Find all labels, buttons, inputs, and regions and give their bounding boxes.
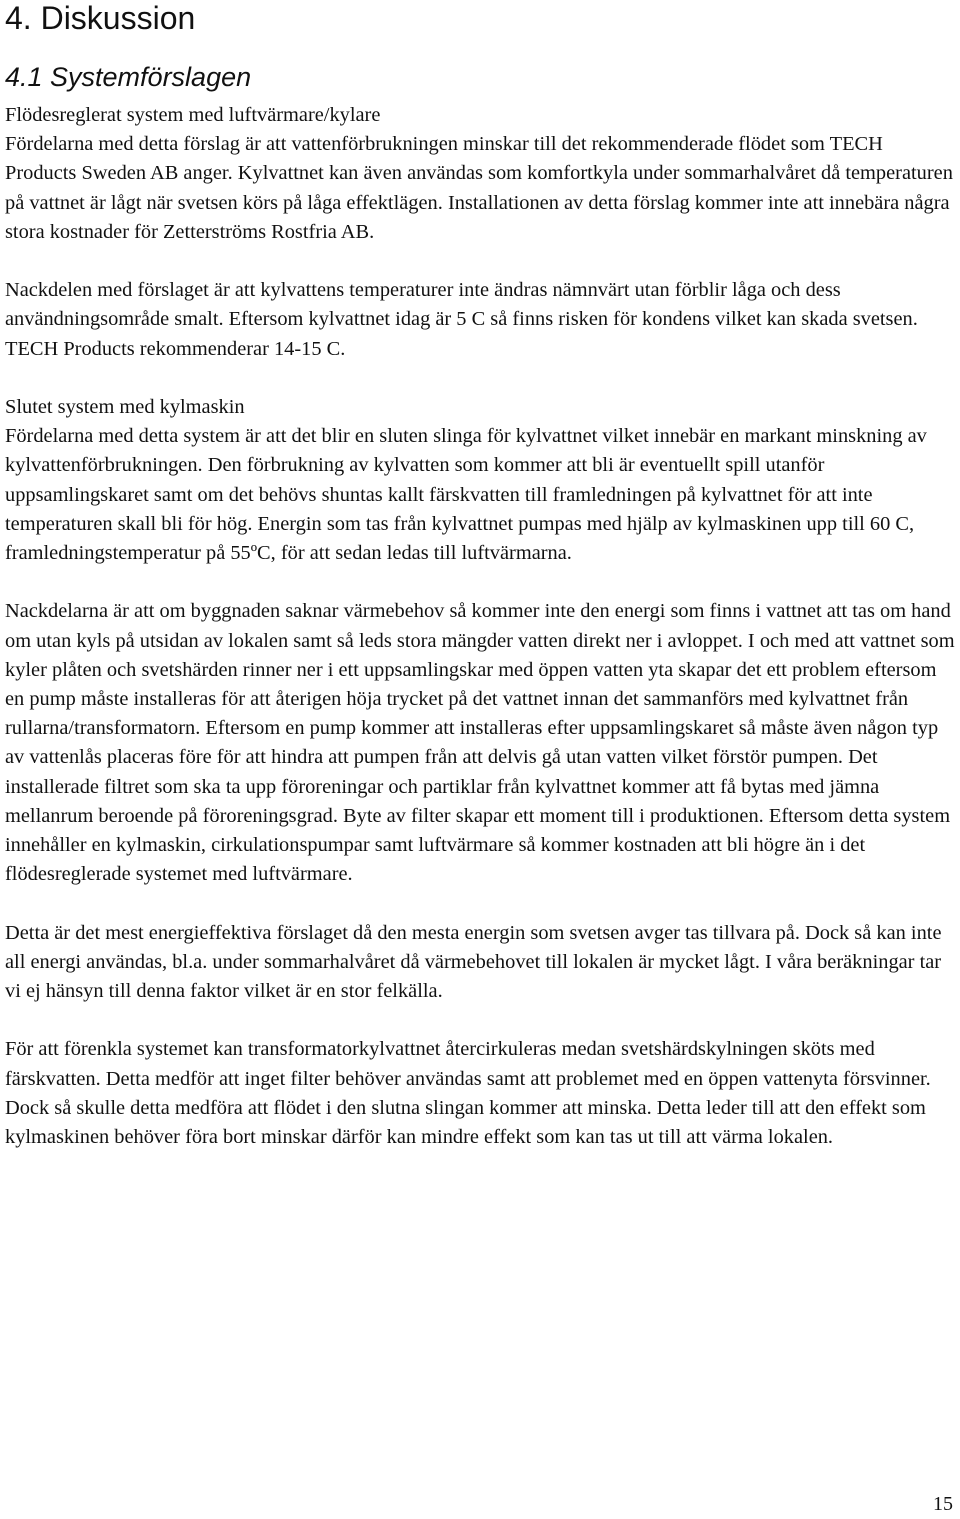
- paragraph: [5, 101, 957, 247]
- subsection-heading: 4.1 Systemförslagen: [5, 62, 252, 92]
- paragraph: [5, 919, 957, 1007]
- paragraph-lead: Slutet system med kylmaskin: [5, 396, 245, 418]
- paragraph-text: Fördelarna med detta förslag är att vattenförbrukningen minskar till det rekommenderade flödet som TECH Products Sweden AB anger. Kylvattnet kan även användas som komfortkyla under sommarhalvåret då temperaturen på vattnet är lågt när svetsen körs på låga effektlägen. Installationen av detta förslag kommer inte att innebära några stora kostnader för Zetterströms Rostfria AB.: [5, 133, 953, 243]
- paragraph-text: Nackdelen med förslaget är att kylvattens temperaturer inte ändras nämnvärt utan förblir låga och dess användningsområde smalt. Eftersom kylvattnet idag är 5 C så finns risken för kondens vilket kan skada svetsen. TECH Products rekommenderar 14-15 C.: [5, 279, 918, 360]
- paragraph-text: För att förenkla systemet kan transformatorkylvattnet återcirkuleras medan svetshärdskylningen sköts med färskvatten. Detta medför att inget filter behöver användas samt att problemet med en öppen vattenyta försvinner. Dock så skulle detta medföra att flödet i den slutna slingan kommer att minska. Detta leder till att den effekt som kylmaskinen behöver föra bort minskar därför kan mindre effekt som kan tas ut till att värma lokalen.: [5, 1038, 931, 1149]
- paragraph: [5, 597, 957, 889]
- paragraph-text: Fördelarna med detta system är att det blir en sluten slinga för kylvattnet vilket innebär en markant minskning av kylvattenförbrukningen. Den förbrukning av kylvatten som kommer att bli är eventuellt spill utanför uppsamlingskaret samt om det behövs shuntas kallt färskvatten till framledningen på kylvattnet för att inte temperaturen skall bli för hög. Energin som tas från kylvattnet pumpas med hjälp av kylmaskinen upp till 60 C, framledningstemperatur på 55ºC, för att sedan ledas till luftvärmarna.: [5, 425, 927, 565]
- page-number: 15: [933, 1493, 953, 1515]
- paragraph: [5, 393, 957, 568]
- paragraph-lead: Flödesreglerat system med luftvärmare/kylare: [5, 104, 381, 126]
- paragraph: [5, 1035, 957, 1152]
- paragraph: [5, 276, 957, 364]
- section-heading: 4. Diskussion: [5, 0, 196, 36]
- paragraph-text: Nackdelarna är att om byggnaden saknar värmebehov så kommer inte den energi som finns i vattnet att tas om hand om utan kyls på utsidan av lokalen samt så leds stora mängder vatten direkt ner i avloppet. I och med att vattnet som kyler plåten och svetshärden rinner ner i ett uppsamlingskar med öppen vatten yta skapar det ett problem eftersom en pump måste installeras för att återigen höja trycket på det vattnet innan det sammanförs med kylvattnet från rullarna/transformatorn. Eftersom en pump kommer att installeras efter uppsamlingskaret så måste även någon typ av vattenlås placeras före för att hindra att pumpen från att delvis gå utan vatten vilket förstör pumpen. Det installerade filtret som ska ta upp föroreningar och partiklar från kylvattnet kommer att få bytas med jämna mellanrum beroende på föroreningsgrad. Byte av filter skapar ett moment till i produktionen. Eftersom detta system innehåller en kylmaskin, cirkulationspumpar samt luftvärmare så kommer kostnaden att bli högre än i det flödesreglerade systemet med luftvärmare.: [5, 600, 955, 886]
- body-text: [5, 101, 957, 1181]
- paragraph-text: Detta är det mest energieffektiva förslaget då den mesta energin som svetsen avger tas tillvara på. Dock så kan inte all energi användas, bl.a. under sommarhalvåret då värmebehovet till lokalen är mycket lågt. I våra beräkningar tar vi ej hänsyn till denna faktor vilket är en stor felkälla.: [5, 921, 942, 1003]
